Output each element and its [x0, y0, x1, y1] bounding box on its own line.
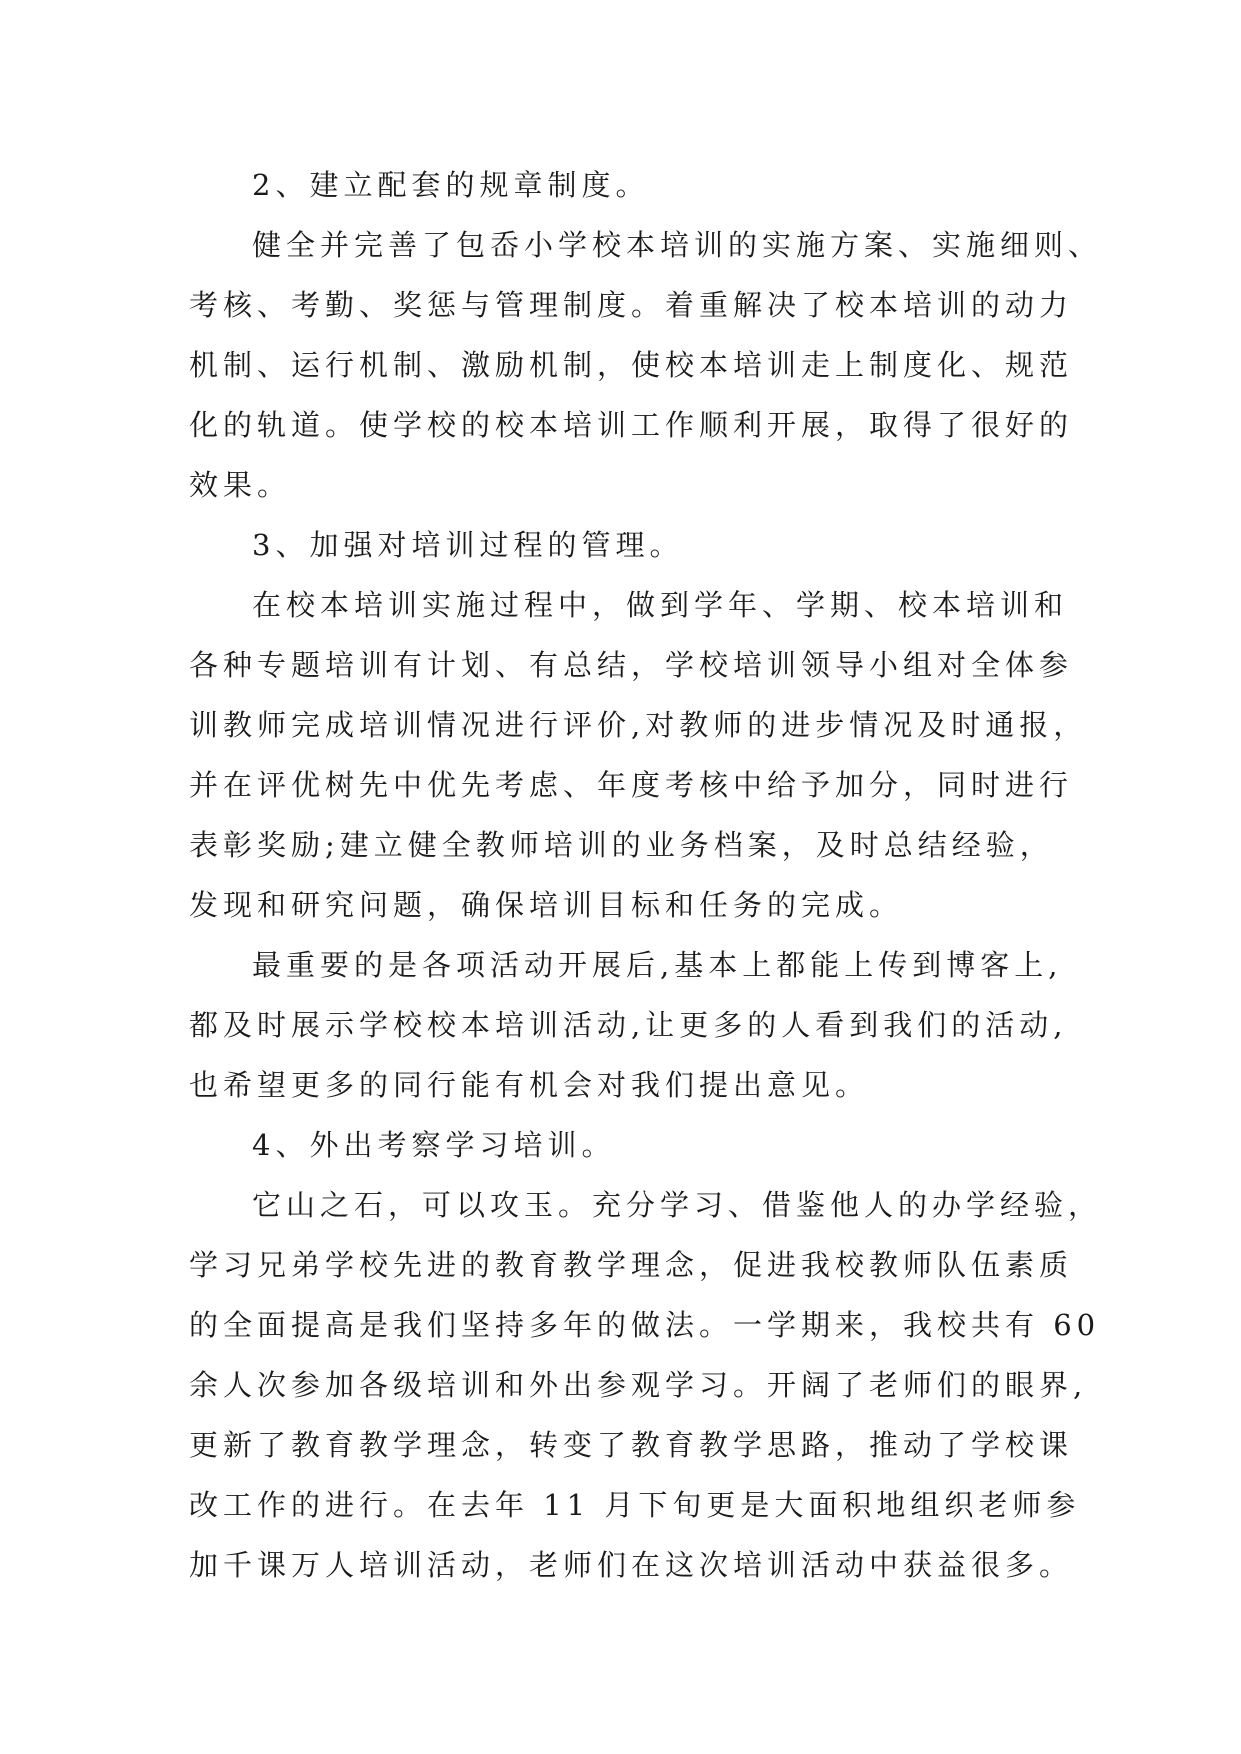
- text-line: 健全并完善了包岙小学校本培训的实施方案、实施细则、: [252, 228, 1103, 262]
- text-line: 它山之石，可以攻玉。充分学习、借鉴他人的办学经验，: [252, 1188, 1103, 1222]
- text-line: 化的轨道。使学校的校本培训工作顺利开展，取得了很好的: [189, 408, 1074, 442]
- text-line: 发现和研究问题，确保培训目标和任务的完成。: [189, 888, 904, 922]
- text-line: 考核、考勤、奖惩与管理制度。着重解决了校本培训的动力: [189, 288, 1074, 322]
- text-line: 3、加强对培训过程的管理。: [252, 528, 684, 562]
- text-line: 在校本培训实施过程中，做到学年、学期、校本培训和: [252, 588, 1069, 622]
- text-line: 也希望更多的同行能有机会对我们提出意见。: [189, 1068, 870, 1102]
- text-line: 的全面提高是我们坚持多年的做法。一学期来，我校共有 60: [189, 1308, 1101, 1342]
- text-line: 并在评优树先中优先考虑、年度考核中给予加分，同时进行: [189, 768, 1074, 802]
- text-line: 加千课万人培训活动，老师们在这次培训活动中获益很多。: [189, 1548, 1074, 1582]
- text-line: 最重要的是各项活动开展后,基本上都能上传到博客上,: [252, 948, 1063, 982]
- text-line: 都及时展示学校校本培训活动,让更多的人看到我们的活动,: [189, 1008, 1068, 1042]
- text-line: 改工作的进行。在去年 11 月下旬更是大面积地组织老师参: [189, 1488, 1081, 1522]
- text-line: 训教师完成培训情况进行评价,对教师的进步情况及时通报，: [189, 708, 1088, 742]
- text-line: 2、建立配套的规章制度。: [252, 168, 650, 202]
- text-line: 效果。: [189, 468, 292, 502]
- text-line: 机制、运行机制、激励机制，使校本培训走上制度化、规范: [189, 348, 1074, 382]
- text-line: 各种专题培训有计划、有总结，学校培训领导小组对全体参: [189, 648, 1074, 682]
- text-line: 更新了教育教学理念，转变了教育教学思路，推动了学校课: [189, 1428, 1074, 1462]
- text-line: 4、外出考察学习培训。: [252, 1128, 616, 1162]
- text-line: 表彰奖励;建立健全教师培训的业务档案，及时总结经验，: [189, 828, 1054, 862]
- text-line: 学习兄弟学校先进的教育教学理念，促进我校教师队伍素质: [189, 1248, 1074, 1282]
- text-line: 余人次参加各级培训和外出参观学习。开阔了老师们的眼界,: [189, 1368, 1088, 1402]
